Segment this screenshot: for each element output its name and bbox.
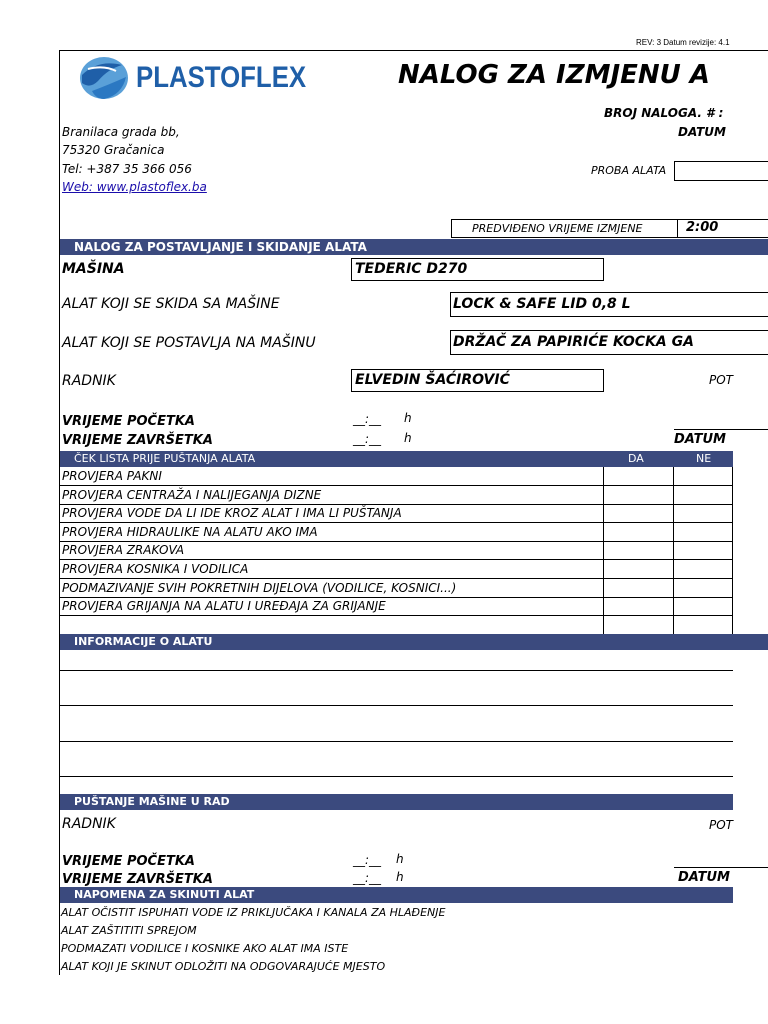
checklist-no-cell[interactable] xyxy=(674,616,733,634)
tool-remove-field[interactable] xyxy=(450,292,768,317)
address-line-2: 75320 Gračanica xyxy=(62,143,165,157)
date-label-1: DATUM xyxy=(674,432,726,447)
checklist-yes-cell[interactable] xyxy=(604,579,673,597)
logo-globe-icon xyxy=(78,55,130,101)
section-tool-setup-header: NALOG ZA POSTAVLJANJE I SKIDANJE ALATA xyxy=(60,239,768,255)
checklist-item: PROVJERA VODE DA LI IDE KROZ ALAT I IMA LI PUŠTANJA xyxy=(62,506,402,520)
machine-field[interactable] xyxy=(351,258,604,281)
worker-field[interactable] xyxy=(351,369,604,392)
end-time-label-2: VRIJEME ZAVRŠETKA xyxy=(62,872,213,887)
checklist-no-cell[interactable] xyxy=(674,467,733,485)
checklist-column-divider xyxy=(673,467,674,634)
checklist-col-no: NE xyxy=(696,452,712,465)
worker-label: RADNIK xyxy=(62,373,116,389)
checklist-title: ČEK LISTA PRIJE PUŠTANJA ALATA xyxy=(74,452,256,465)
address-line-1: Branilaca grada bb, xyxy=(62,125,180,139)
note-item: ALAT ZAŠTITITI SPREJOM xyxy=(61,924,197,937)
checklist-yes-cell[interactable] xyxy=(604,523,673,541)
start-time-unit-2: h xyxy=(396,852,404,866)
checklist-yes-cell[interactable] xyxy=(604,560,673,578)
checklist-yes-cell[interactable] xyxy=(604,616,673,634)
tool-install-value: DRŽAČ ZA PAPIRIĆE KOCKA GA xyxy=(453,334,694,350)
phone-number: Tel: +387 35 366 056 xyxy=(62,162,192,176)
checklist-yes-cell[interactable] xyxy=(604,504,673,522)
tool-info-header: INFORMACIJE O ALATU xyxy=(60,634,768,650)
planned-time-value[interactable]: 2:00 xyxy=(686,220,719,235)
tool-info-line-4 xyxy=(60,776,733,777)
checklist-no-cell[interactable] xyxy=(674,597,733,615)
logo-text: PLASTOFLEX xyxy=(136,61,307,94)
checklist-item: PROVJERA ZRAKOVA xyxy=(62,543,185,557)
checklist-item: PROVJERA CENTRAŽA I NALIJEGANJA DIZNE xyxy=(62,488,322,502)
checklist-yes-cell[interactable] xyxy=(604,486,673,504)
checklist-yes-cell[interactable] xyxy=(604,597,673,615)
start-time-label: VRIJEME POČETKA xyxy=(62,414,195,429)
checklist-item: PODMAZIVANJE SVIH POKRETNIH DIJELOVA (VODILICE, KOSNICI...) xyxy=(62,581,457,595)
form-frame-top xyxy=(59,50,768,51)
tool-info-line-2 xyxy=(60,705,733,706)
notes-header: NAPOMENA ZA SKINUTI ALAT xyxy=(60,887,733,903)
checklist-item: PROVJERA GRIJANJA NA ALATU I UREĐAJA ZA GRIJANJE xyxy=(62,599,386,613)
start-time-blank-2[interactable]: __:__ xyxy=(353,853,382,867)
checklist-no-cell[interactable] xyxy=(674,486,733,504)
tool-remove-label: ALAT KOJI SE SKIDA SA MAŠINE xyxy=(62,296,280,312)
checklist-no-cell[interactable] xyxy=(674,541,733,559)
tool-info-line-3 xyxy=(60,741,733,742)
date-underline-2 xyxy=(674,867,768,868)
website-link[interactable]: Web: www.plastoflex.ba xyxy=(62,180,207,194)
checklist-col-yes: DA xyxy=(628,452,644,465)
form-title: NALOG ZA IZMJENU A xyxy=(398,60,710,90)
planned-time-box xyxy=(451,219,768,238)
checklist-column-divider xyxy=(603,467,604,634)
checklist-no-cell[interactable] xyxy=(674,579,733,597)
checklist-column-divider xyxy=(732,467,733,634)
checklist-no-cell[interactable] xyxy=(674,523,733,541)
tool-install-label: ALAT KOJI SE POSTAVLJA NA MAŠINU xyxy=(62,335,316,351)
checklist-no-cell[interactable] xyxy=(674,504,733,522)
checklist-yes-cell[interactable] xyxy=(604,541,673,559)
company-logo xyxy=(78,55,314,103)
worker-label-2: RADNIK xyxy=(62,816,116,832)
date-label-2: DATUM xyxy=(678,870,730,885)
checklist-yes-cell[interactable] xyxy=(604,467,673,485)
machine-start-header: PUŠTANJE MAŠINE U RAD xyxy=(60,794,733,810)
checklist-no-cell[interactable] xyxy=(674,560,733,578)
end-time-unit-2: h xyxy=(396,870,404,884)
start-time-label-2: VRIJEME POČETKA xyxy=(62,854,195,869)
order-number-label: BROJ NALOGA. # : xyxy=(604,106,724,120)
checklist-item: PROVJERA KOSNIKA I VODILICA xyxy=(62,562,249,576)
planned-time-divider xyxy=(677,220,678,238)
checklist-item: PROVJERA PAKNI xyxy=(62,469,162,483)
signature-label: POT xyxy=(709,373,734,387)
tool-remove-value: LOCK & SAFE LID 0,8 L xyxy=(453,296,631,312)
note-item: ALAT OČISTIT ISPUHATI VODE IZ PRIKLJUČAKA I KANALA ZA HLAĐENJE xyxy=(61,906,446,919)
checklist-item: PROVJERA HIDRAULIKE NA ALATU AKO IMA xyxy=(62,525,318,539)
tool-test-field[interactable] xyxy=(674,161,768,181)
tool-install-field[interactable] xyxy=(450,330,768,355)
worker-value: ELVEDIN ŠAĆIROVIĆ xyxy=(355,372,510,388)
machine-label: MAŠINA xyxy=(62,261,125,277)
tool-test-label: PROBA ALATA xyxy=(591,164,667,177)
header-date-label: DATUM xyxy=(678,125,726,139)
end-time-unit: h xyxy=(404,431,412,445)
machine-value: TEDERIC D270 xyxy=(355,261,468,277)
note-item: ALAT KOJI JE SKINUT ODLOŽITI NA ODGOVARAJUĆE MJESTO xyxy=(61,960,386,973)
revision-info: REV: 3 Datum revizije: 4.1 xyxy=(636,38,730,47)
planned-time-label: PREDVIĐENO VRIJEME IZMJENE xyxy=(472,222,643,235)
signature-label-2: POT xyxy=(709,818,734,832)
start-time-unit: h xyxy=(404,411,412,425)
tool-info-line-1 xyxy=(60,670,733,671)
date-underline-1 xyxy=(674,429,768,430)
note-item: PODMAZATI VODILICE I KOSNIKE AKO ALAT IMA ISTE xyxy=(61,942,349,955)
form-frame-left xyxy=(59,50,60,975)
start-time-blank[interactable]: __:__ xyxy=(353,412,382,426)
end-time-label: VRIJEME ZAVRŠETKA xyxy=(62,433,213,448)
end-time-blank[interactable]: __:__ xyxy=(353,432,382,446)
end-time-blank-2[interactable]: __:__ xyxy=(353,871,382,885)
